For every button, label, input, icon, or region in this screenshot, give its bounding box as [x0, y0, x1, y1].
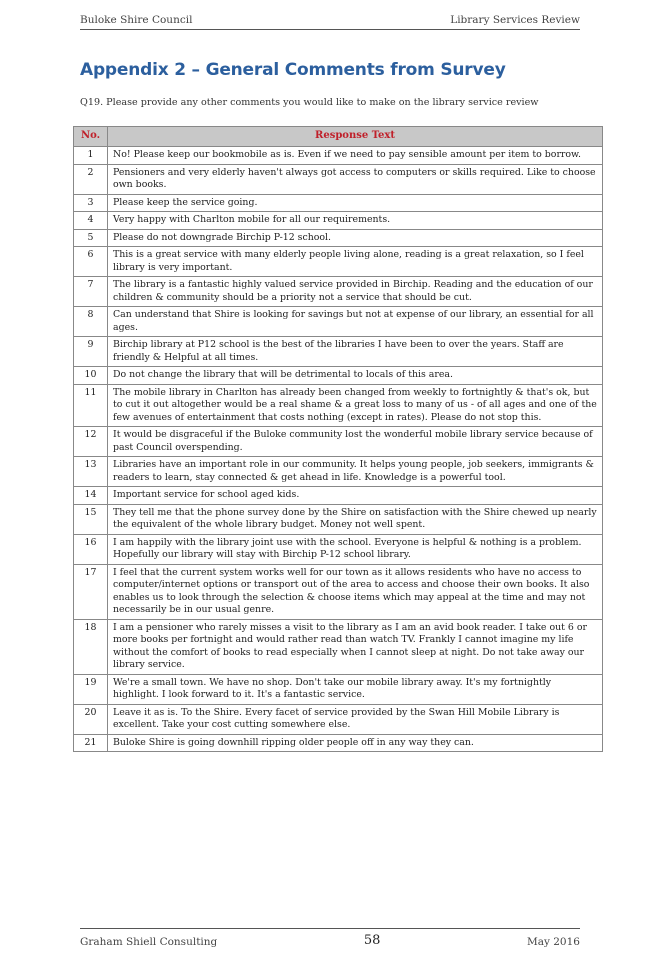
- table-row: [74, 247, 603, 277]
- response-text: Can understand that Shire is looking for savings but not at expense of our library, an essential for all ages.: [108, 307, 603, 337]
- table-row: [74, 194, 603, 212]
- page-title: Appendix 2 – General Comments from Survey: [80, 60, 506, 80]
- response-text: Buloke Shire is going downhill ripping older people off in any way they can.: [108, 734, 603, 752]
- response-number: 14: [74, 487, 108, 505]
- response-number: 11: [74, 384, 108, 427]
- table-row: [74, 487, 603, 505]
- table-row: [74, 212, 603, 230]
- response-number: 18: [74, 619, 108, 674]
- response-text: Leave it as is. To the Shire. Every facet of service provided by the Swan Hill Mobile Library is excellent. Take your cost cutting somewhere else.: [108, 704, 603, 734]
- response-number: 3: [74, 194, 108, 212]
- response-text: The mobile library in Charlton has already been changed from weekly to fortnightly & that's ok, but to cut it out altogether would be a real shame & a great loss to many of us - of all ages and one of the few avenues of entertainment that costs nothing (except in rates). Please do not stop this.: [108, 384, 603, 427]
- table-row: [74, 164, 603, 194]
- table-row: [74, 457, 603, 487]
- response-text: Important service for school aged kids.: [108, 487, 603, 505]
- response-text: This is a great service with many elderly people living alone, reading is a great relaxation, so I feel library is very important.: [108, 247, 603, 277]
- response-text: Libraries have an important role in our community. It helps young people, job seekers, immigrants & readers to learn, stay connected & get ahead in life. Knowledge is a powerful tool.: [108, 457, 603, 487]
- response-number: 9: [74, 337, 108, 367]
- table-row: [74, 534, 603, 564]
- responses-table: [73, 126, 603, 752]
- response-number: 1: [74, 147, 108, 165]
- table-row: [74, 147, 603, 165]
- table-row: [74, 619, 603, 674]
- response-number: 16: [74, 534, 108, 564]
- response-number: 10: [74, 367, 108, 385]
- table-row: [74, 229, 603, 247]
- response-text: They tell me that the phone survey done by the Shire on satisfaction with the Shire chewed up nearly the equivalent of the whole library budget. Money not well spent.: [108, 504, 603, 534]
- response-number: 12: [74, 427, 108, 457]
- page-number: 58: [363, 933, 381, 948]
- response-text: Please do not downgrade Birchip P-12 school.: [108, 229, 603, 247]
- table-header-row: [74, 127, 603, 147]
- response-number: 13: [74, 457, 108, 487]
- response-text: Birchip library at P12 school is the best of the libraries I have been to over the years. Staff are friendly & Helpful at all times.: [108, 337, 603, 367]
- response-number: 17: [74, 564, 108, 619]
- table-row: [74, 704, 603, 734]
- footer-date: May 2016: [526, 936, 580, 948]
- response-text: Do not change the library that will be detrimental to locals of this area.: [108, 367, 603, 385]
- table-row: [74, 674, 603, 704]
- response-text: The library is a fantastic highly valued service provided in Birchip. Reading and the education of our children & community should be a priority not a service that should be cut.: [108, 277, 603, 307]
- header-document-title: Library Services Review: [450, 14, 580, 26]
- table-row: [74, 384, 603, 427]
- response-number: 8: [74, 307, 108, 337]
- response-number: 20: [74, 704, 108, 734]
- response-text: No! Please keep our bookmobile as is. Even if we need to pay sensible amount per item to borrow.: [108, 147, 603, 165]
- response-number: 5: [74, 229, 108, 247]
- response-text: We're a small town. We have no shop. Don't take our mobile library away. It's my fortnightly highlight. I look forward to it. It's a fantastic service.: [108, 674, 603, 704]
- response-text: Pensioners and very elderly haven't always got access to computers or skills required. Like to choose own books.: [108, 164, 603, 194]
- page-header: [80, 14, 580, 30]
- column-header-number: No.: [74, 127, 108, 147]
- response-number: 7: [74, 277, 108, 307]
- response-number: 6: [74, 247, 108, 277]
- header-organisation: Buloke Shire Council: [80, 14, 193, 26]
- table-row: [74, 427, 603, 457]
- table-row: [74, 277, 603, 307]
- table-row: [74, 734, 603, 752]
- response-text: Please keep the service going.: [108, 194, 603, 212]
- response-text: I am happily with the library joint use with the school. Everyone is helpful & nothing is a problem. Hopefully our library will stay with Birchip P-12 school library.: [108, 534, 603, 564]
- response-text: I am a pensioner who rarely misses a visit to the library as I am an avid book reader. I take out 6 or more books per fortnight and would rather read than watch TV. Frankly I cannot imagine my life without the comfort of books to read especially when I cannot sleep at night. Do not take away our library service.: [108, 619, 603, 674]
- table-row: [74, 337, 603, 367]
- response-number: 15: [74, 504, 108, 534]
- response-number: 4: [74, 212, 108, 230]
- response-text: Very happy with Charlton mobile for all our requirements.: [108, 212, 603, 230]
- column-header-response: Response Text: [108, 127, 603, 147]
- table-row: [74, 307, 603, 337]
- response-number: 21: [74, 734, 108, 752]
- survey-question: Q19. Please provide any other comments you would like to make on the library service review: [80, 97, 539, 108]
- response-number: 2: [74, 164, 108, 194]
- table-row: [74, 367, 603, 385]
- footer-consultant: Graham Shiell Consulting: [80, 936, 218, 948]
- page-footer: [80, 928, 580, 948]
- response-text: It would be disgraceful if the Buloke community lost the wonderful mobile library service because of past Council overspending.: [108, 427, 603, 457]
- response-number: 19: [74, 674, 108, 704]
- response-text: I feel that the current system works well for our town as it allows residents who have no access to computer/internet options or transport out of the area to access and choose their own books. It also enables us to look through the selection & choose items which may appeal at the time and may not necessarily be in our usual genre.: [108, 564, 603, 619]
- table-row: [74, 504, 603, 534]
- table-row: [74, 564, 603, 619]
